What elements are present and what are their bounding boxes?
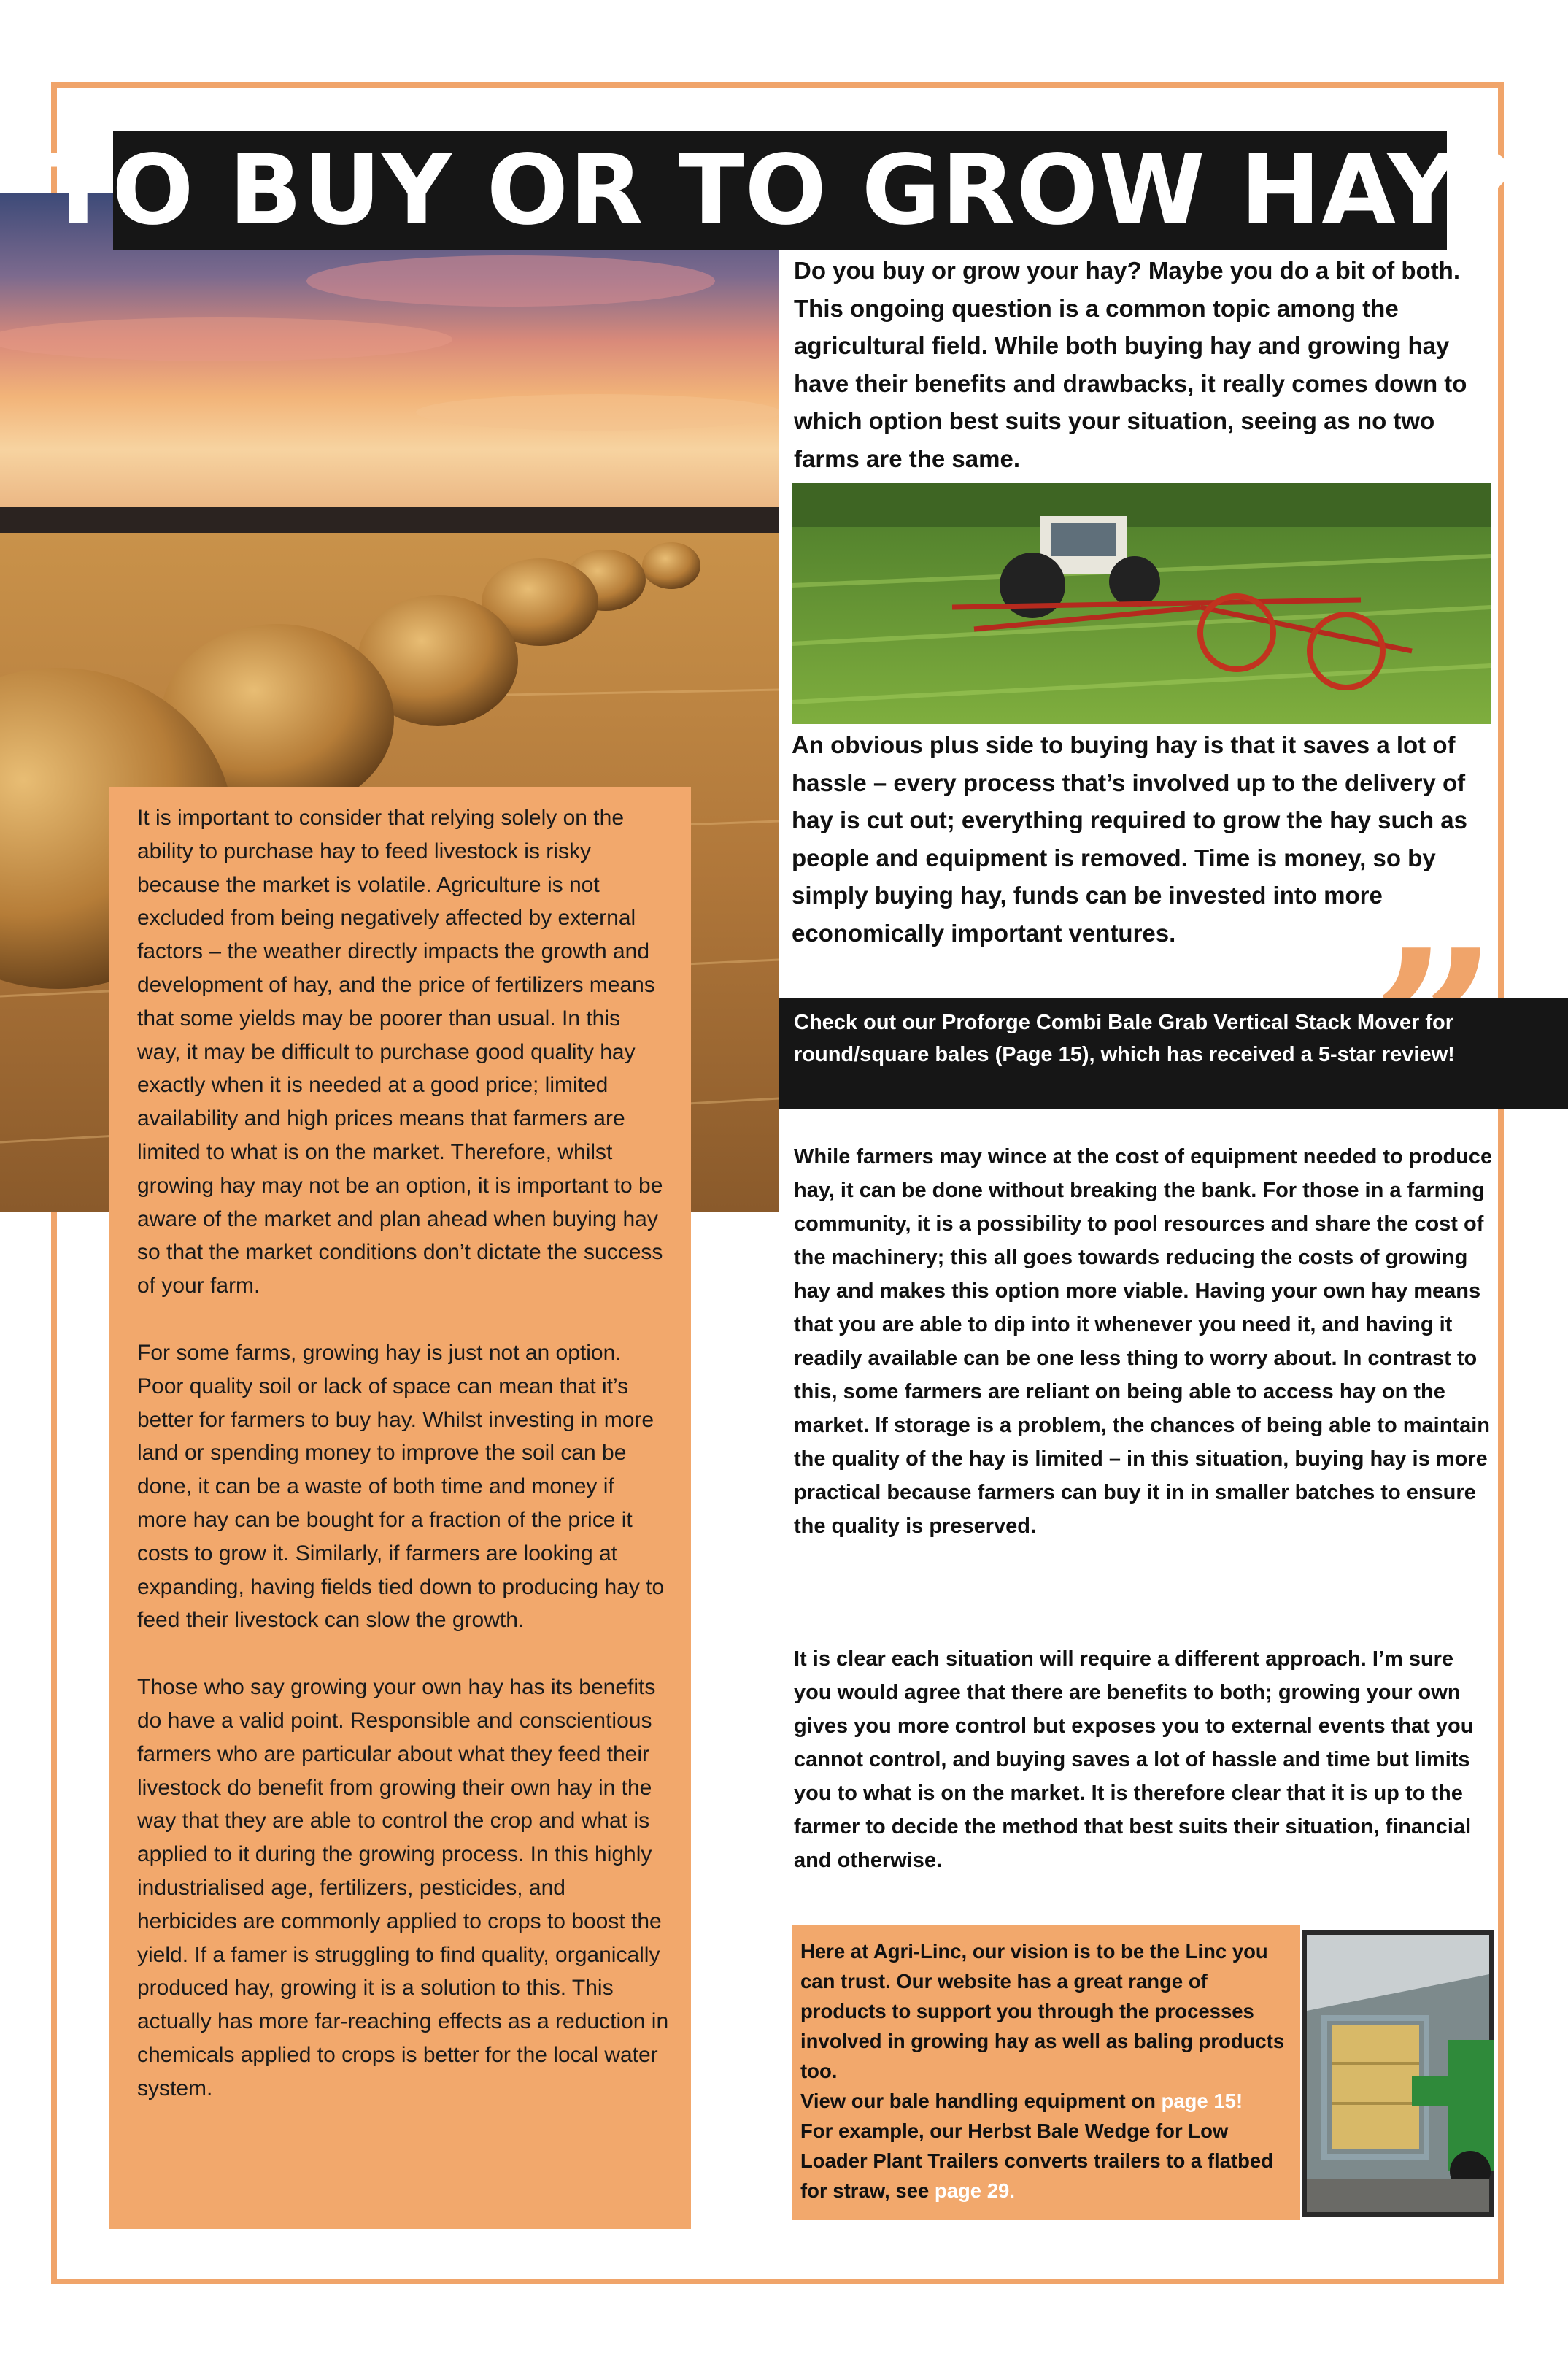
bale-wedge-photo (1302, 1930, 1494, 2217)
callout-bar (779, 998, 1568, 1109)
tractor-photo (792, 483, 1491, 724)
left-paragraph-quality: Those who say growing your own hay has its benefits do have a valid point. Responsible and conscientious farmers who are particular about what they feed their livestock do benefit from growing their own hay in the way that they are able to control the crop and what is applied to it during the growing process. In this highly industrialised age, fertilizers, pesticides, and herbicides are commonly applied to crops to boost the yield. If a famer is struggling to find quality, organically produced hay, growing it is a solution to this. This actually has more far-reaching effects as a reduction in chemicals applied to crops is better for the local water system. (137, 1675, 669, 2101)
promo-box (792, 1925, 1300, 2220)
buying-benefits-paragraph: An obvious plus side to buying hay is that it saves a lot of hassle – every process that’s involved up to the delivery of hay is cut out; everything required to grow the hay such as people and equipment is removed. Time is money, so by simply buying hay, funds can be invested into more economically important ventures. (792, 731, 1468, 947)
right-paragraph-conclusion: It is clear each situation will require a different approach. I’m sure you would agree that there are benefits to both; growing your own gives you more control but exposes you to external events that you cannot control, and buying saves a lot of hassle and time but limits you to what is on the market. It is therefore clear that it is up to the farmer to decide the method that best suits their situation, financial and otherwise. (794, 1647, 1474, 1872)
promo-vision: Here at Agri-Linc, our vision is to be the Linc you can trust. Our website has a great range of products to support you through the processes involved in growing hay as well as baling products too. (800, 1940, 1285, 2082)
promo-view-line (800, 2086, 1291, 2116)
right-paragraph-costs: While farmers may wince at the cost of equipment needed to produce hay, it can be done without breaking the bank. For those in a farming community, it is a possibility to pool resources and share the cost of the machinery; this all goes towards reducing the costs of growing hay and makes this option more viable. Having your own hay means that you are able to dip into it whenever you need it, and having it readily available can be one less thing to worry about. In contrast to this, some farmers are reliant on being able to access hay on the market. If storage is a problem, the chances of being able to maintain the quality of the hay is limited – in this situation, buying hay is more practical because farmers can buy it in in smaller batches to ensure the quality is preserved. (794, 1145, 1493, 1538)
left-paragraph-market: It is important to consider that relying solely on the ability to purchase hay to feed livestock is risky because the market is volatile. Agriculture is not excluded from being negatively affected by external factors – the weather directly impacts the growth and development of hay, and the price of fertilizers means that some yields may be poorer than usual. In this way, it may be difficult to purchase good quality hay exactly when it is needed at a good price; limited availability and high prices means that farmers are limited to what is on the market. Therefore, whilst growing hay may not be an option, it is important to be aware of the market and plan ahead when buying hay so that the market conditions don’t dictate the success of your farm. (137, 806, 663, 1298)
page-title: TO BUY OR TO GROW HAY? (45, 134, 1515, 247)
callout-text: Check out our Proforge Combi Bale Grab Vertical Stack Mover for round/square bales (Page 15), which has received a 5-star review! (794, 1011, 1455, 1066)
promo-view-text: View our bale handling equipment on (800, 2090, 1162, 2112)
page-29-link[interactable]: page 29. (934, 2179, 1015, 2202)
left-paragraph-space: For some farms, growing hay is just not an option. Poor quality soil or lack of space can mean that it’s better for farmers to buy hay. Whilst investing in more land or spending money to improve the soil can be done, it can be a waste of both time and money if more hay can be bought for a fraction of the price it costs to grow it. Similarly, if farmers are looking at expanding, having fields tied down to producing hay to feed their livestock can slow the growth. (137, 1340, 665, 1633)
left-column-box (109, 787, 691, 2229)
promo-example-text: For example, our Herbst Bale Wedge for Low Loader Plant Trailers converts trailers to a flatbed for straw, see (800, 2119, 1273, 2202)
promo-example-line (800, 2116, 1291, 2206)
intro-paragraph: Do you buy or grow your hay? Maybe you do a bit of both. This ongoing question is a common topic among the agricultural field. While both buying hay and growing hay have their benefits and drawbacks, it really comes down to which option best suits your situation, seeing as no two farms are the same. (794, 257, 1467, 472)
title-bar (45, 131, 1515, 250)
page-15-link[interactable]: page 15! (1161, 2090, 1243, 2112)
